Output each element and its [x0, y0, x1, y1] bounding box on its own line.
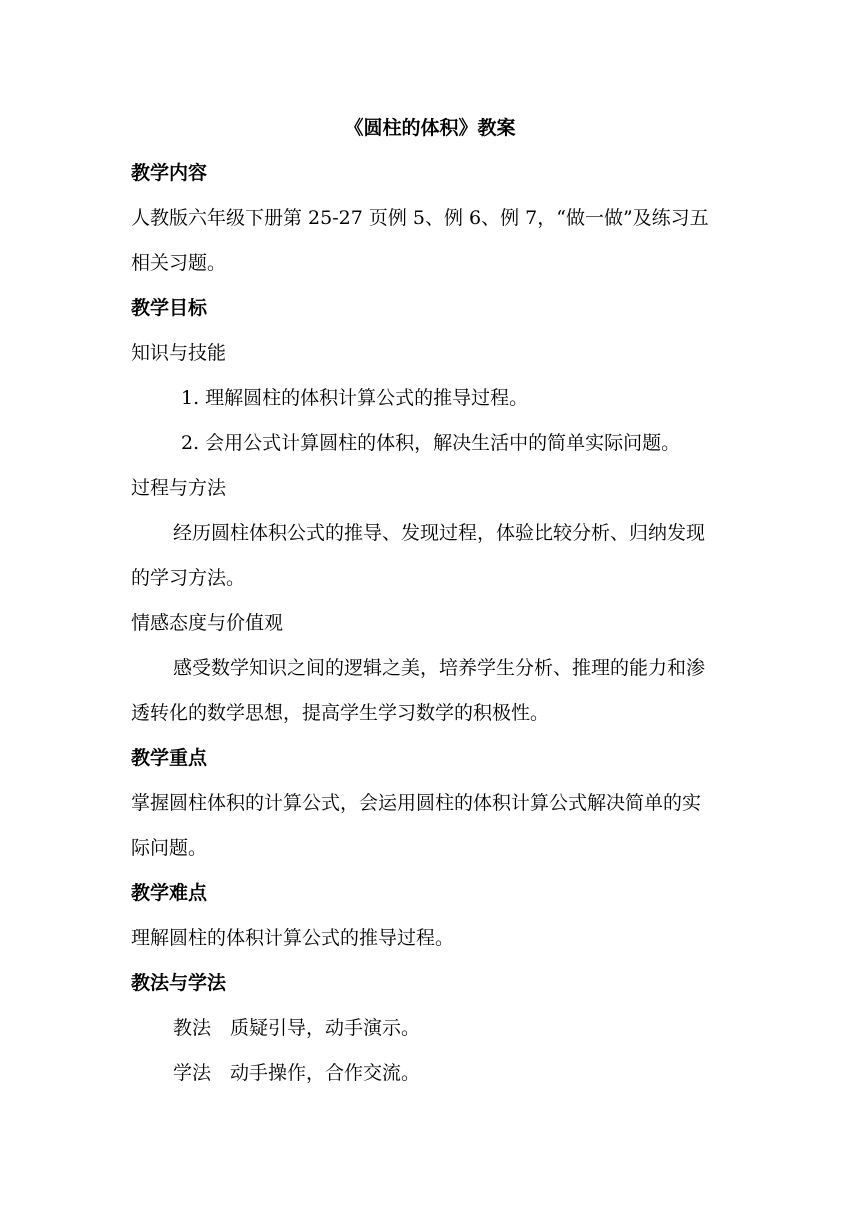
teaching-content-text-line2: 相关习题。 — [131, 252, 227, 274]
teaching-method-line — [173, 1016, 773, 1040]
teaching-method-text: 质疑引导，动手演示。 — [230, 1017, 421, 1039]
heading-teaching-content: 教学内容 — [131, 162, 208, 184]
attitude-text-line2: 透转化的数学思想，提高学生学习数学的积极性。 — [131, 702, 550, 724]
heading-methods: 教法与学法 — [131, 972, 227, 994]
teaching-content-text-line1: 人教版六年级下册第 25-27 页例 5、例 6、例 7，“做一做”及练习五 — [131, 207, 709, 229]
heading-teaching-goals: 教学目标 — [131, 297, 208, 319]
subheading-attitude-values: 情感态度与价值观 — [131, 612, 284, 634]
heading-difficulties: 教学难点 — [131, 882, 208, 904]
teaching-method-label: 教法 — [173, 1017, 212, 1039]
subheading-process-methods: 过程与方法 — [131, 477, 227, 499]
learning-method-text: 动手操作，合作交流。 — [230, 1062, 421, 1084]
key-points-text-line2: 际问题。 — [131, 837, 208, 859]
learning-method-label: 学法 — [173, 1062, 212, 1084]
knowledge-item-1: 1. 理解圆柱的体积计算公式的推导过程。 — [181, 387, 529, 409]
key-points-text-line1: 掌握圆柱体积的计算公式，会运用圆柱的体积计算公式解决简单的实 — [131, 792, 702, 814]
knowledge-item-2: 2. 会用公式计算圆柱的体积，解决生活中的简单实际问题。 — [181, 432, 681, 454]
learning-method-line — [173, 1061, 773, 1085]
subheading-knowledge-skills: 知识与技能 — [131, 342, 227, 364]
process-text-line1: 经历圆柱体积公式的推导、发现过程，体验比较分析、归纳发现 — [173, 522, 706, 544]
process-text-line2: 的学习方法。 — [131, 567, 246, 589]
attitude-text-line1: 感受数学知识之间的逻辑之美，培养学生分析、推理的能力和渗 — [173, 657, 706, 679]
heading-key-points: 教学重点 — [131, 747, 208, 769]
difficulties-text: 理解圆柱的体积计算公式的推导过程。 — [131, 927, 455, 949]
document-title: 《圆柱的体积》教案 — [344, 117, 516, 139]
